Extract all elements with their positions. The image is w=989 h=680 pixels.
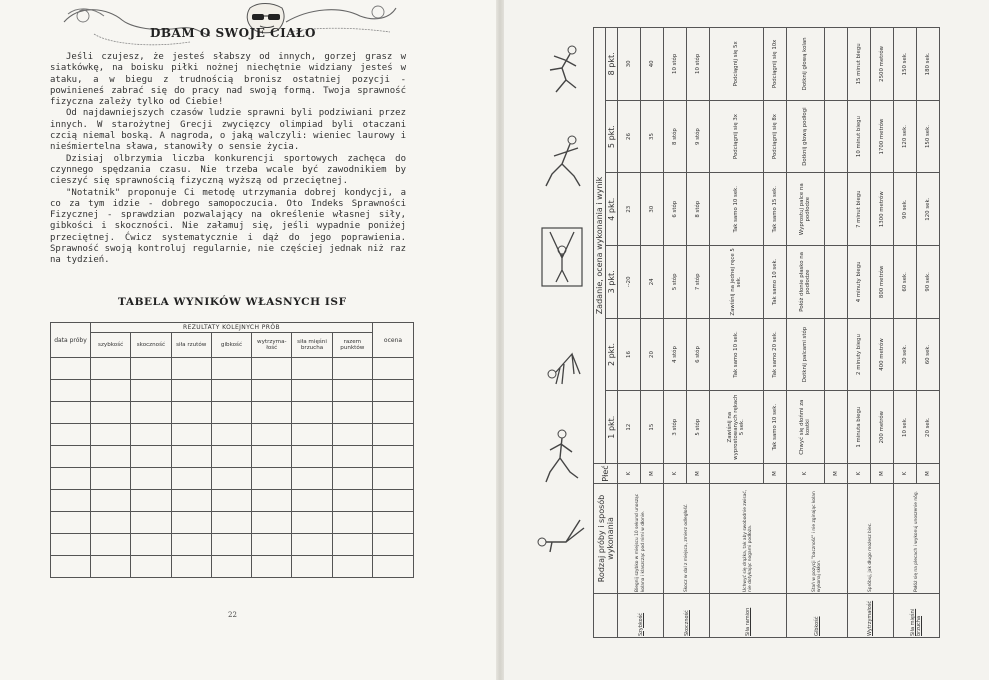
score-cell: 10 minut biegu bbox=[847, 100, 870, 173]
exercise-name: Siła mięśni brzucha bbox=[893, 594, 939, 638]
jogging-figure bbox=[532, 424, 590, 488]
score-cell: 1700 metrów bbox=[870, 100, 893, 173]
table-cell bbox=[91, 490, 131, 512]
table-cell bbox=[252, 490, 292, 512]
table-cell bbox=[211, 424, 251, 446]
table-cell bbox=[252, 556, 292, 578]
score-cell: 30 sek. bbox=[893, 318, 916, 391]
table-cell bbox=[373, 556, 414, 578]
table-cell bbox=[373, 380, 414, 402]
table-cell bbox=[252, 402, 292, 424]
sex-cell: K bbox=[664, 464, 687, 484]
table-cell bbox=[171, 490, 211, 512]
score-cell: 60 sek. bbox=[916, 318, 939, 391]
header-jump: skoczność bbox=[131, 333, 171, 358]
table-cell bbox=[91, 512, 131, 534]
score-cell: 90 sek. bbox=[916, 246, 939, 319]
table-cell bbox=[171, 512, 211, 534]
exercise-description: Stań w pozycji "baczność" i nie zginając kolan wykonaj skłon. bbox=[786, 484, 847, 594]
intro-text bbox=[50, 52, 406, 267]
score-cell: 10 sek. bbox=[893, 391, 916, 464]
table-cell bbox=[332, 534, 372, 556]
header-points-4: 4 pkt. bbox=[606, 173, 618, 246]
score-cell: 10 stóp bbox=[664, 28, 687, 101]
header-points-1: 1 pkt. bbox=[606, 391, 618, 464]
table-row bbox=[51, 490, 414, 512]
table-cell bbox=[252, 534, 292, 556]
bending-figure bbox=[534, 334, 590, 394]
score-cell: 60 sek. bbox=[893, 246, 916, 319]
score-cell: 7 minut biegu bbox=[847, 173, 870, 246]
score-cell: 24 bbox=[641, 246, 664, 319]
score-cell: 2500 metrów bbox=[870, 28, 893, 101]
table-cell bbox=[373, 512, 414, 534]
score-cell bbox=[824, 318, 847, 391]
score-cell: Tak samo 15 sek. bbox=[763, 173, 786, 246]
score-cell: 120 sek. bbox=[916, 173, 939, 246]
score-cell: --20 bbox=[618, 246, 641, 319]
table-cell bbox=[373, 468, 414, 490]
table-row bbox=[51, 468, 414, 490]
table-cell bbox=[332, 446, 372, 468]
table-cell bbox=[91, 534, 131, 556]
score-cell: 20 bbox=[641, 318, 664, 391]
score-cell: 5 stóp bbox=[687, 391, 710, 464]
table-cell bbox=[91, 380, 131, 402]
score-cell: Wyprostuj palce na podłodze bbox=[786, 173, 824, 246]
table-cell bbox=[91, 556, 131, 578]
table-row bbox=[51, 446, 414, 468]
exercise-description: Biegnij szybko w miejscu 10 sekund unosząc kolana i klaszcząc pod nimi w dłonie. bbox=[618, 484, 664, 594]
hanging-figure bbox=[532, 224, 590, 294]
table-cell bbox=[51, 380, 91, 402]
table-cell bbox=[332, 512, 372, 534]
score-cell: Dotknij głową podłogi bbox=[786, 100, 824, 173]
paragraph: Od najdawniejszych czasów ludzie sprawni byli podziwiani przez innych. W starożytnej Grecji zwycięzcy olimpiad byli otaczani czcią niemal boską. A nagroda, o jaką walczyli: wieniec laurowy i nieśmiertelna sława, stanowiły o sensie życia. bbox=[50, 108, 406, 153]
table-cell bbox=[292, 402, 332, 424]
score-cell: 40 bbox=[641, 28, 664, 101]
score-cell: 6 stóp bbox=[664, 173, 687, 246]
score-cell: 4 stóp bbox=[664, 318, 687, 391]
score-cell: Tak samo 10 sek. bbox=[763, 246, 786, 319]
exercise-name: Szybkość bbox=[618, 594, 664, 638]
exercise-description: Spróbuj, jak długo możesz biec. bbox=[847, 484, 893, 594]
table-row bbox=[664, 28, 687, 638]
table-cell bbox=[171, 446, 211, 468]
table-cell bbox=[51, 490, 91, 512]
score-cell: Dotknij palcami stóp bbox=[786, 318, 824, 391]
table-cell bbox=[252, 468, 292, 490]
table-cell bbox=[373, 402, 414, 424]
sex-cell: M bbox=[916, 464, 939, 484]
paragraph: "Notatnik" proponuje Ci metodę utrzymania dobrej kondycji, a co za tym idzie - dobrego samopoczucia. Oto Indeks Sprawności Fizycznej - sprawdzian pozwalający na określenie własnej siły, gibkości i skoczności. Nie załamuj się, jeśli wypadnie poniżej przeciętnej. Ćwicz systematycznie i dąż do jego poprawienia. Sprawność swoją kontroluj regularnie, nie częściej jednak niż raz na tydzień. bbox=[50, 187, 406, 266]
score-cell: Podciągnij się 5x bbox=[710, 28, 764, 101]
score-cell: 15 minut biegu bbox=[847, 28, 870, 101]
score-cell: Tak samo 10 sek. bbox=[710, 173, 764, 246]
results-table bbox=[50, 322, 414, 578]
table-cell bbox=[292, 534, 332, 556]
table-cell bbox=[131, 358, 171, 380]
table-row bbox=[51, 556, 414, 578]
header-points-8: 8 pkt. bbox=[606, 28, 618, 101]
table-cell bbox=[211, 512, 251, 534]
exercise-name: Gibkość bbox=[786, 594, 847, 638]
table-cell bbox=[292, 446, 332, 468]
table-cell bbox=[171, 424, 211, 446]
score-cell: 8 stóp bbox=[664, 100, 687, 173]
table-cell bbox=[292, 556, 332, 578]
score-cell: Zawiśnij na jednej ręce 5 sek. bbox=[710, 246, 764, 319]
table-row bbox=[51, 358, 414, 380]
score-cell: 9 stóp bbox=[687, 100, 710, 173]
table-cell bbox=[211, 402, 251, 424]
exercise-figures bbox=[516, 40, 596, 560]
score-cell: 6 stóp bbox=[687, 318, 710, 391]
score-cell: Tak samo 20 sek. bbox=[763, 318, 786, 391]
table-cell bbox=[373, 358, 414, 380]
table-cell bbox=[252, 424, 292, 446]
header-points-5: 5 pkt. bbox=[606, 100, 618, 173]
score-cell: 90 sek. bbox=[893, 173, 916, 246]
score-cell: 7 stóp bbox=[687, 246, 710, 319]
score-cell: 23 bbox=[618, 173, 641, 246]
table-cell bbox=[292, 424, 332, 446]
header-group: REZULTATY KOLEJNYCH PRÓB bbox=[91, 323, 373, 333]
table-row bbox=[847, 28, 870, 638]
score-cell: Tak samo 10 sek. bbox=[763, 391, 786, 464]
table-cell bbox=[51, 424, 91, 446]
score-cell: 1300 metrów bbox=[870, 173, 893, 246]
score-cell bbox=[824, 246, 847, 319]
exercise-name: Skoczność bbox=[664, 594, 710, 638]
running-figure bbox=[532, 40, 586, 100]
page-title: DBAM O SWOJE CIAŁO bbox=[150, 26, 316, 40]
score-cell: Podciągnij się 8x bbox=[763, 100, 786, 173]
score-cell: 10 stóp bbox=[687, 28, 710, 101]
table-cell bbox=[252, 512, 292, 534]
score-cell: 5 stóp bbox=[664, 246, 687, 319]
exercise-name: Wytrzymałość bbox=[847, 594, 893, 638]
header-abs: siła mięśni brzucha bbox=[292, 333, 332, 358]
table-cell bbox=[211, 556, 251, 578]
score-cell: Chwyć się dłońmi za kostki bbox=[786, 391, 824, 464]
table-cell bbox=[131, 380, 171, 402]
table-cell bbox=[51, 468, 91, 490]
score-cell: 2 minuty biegu bbox=[847, 318, 870, 391]
score-cell: 30 bbox=[618, 28, 641, 101]
table-cell bbox=[332, 490, 372, 512]
table-cell bbox=[131, 512, 171, 534]
table-cell bbox=[211, 380, 251, 402]
header-flexibility: gibkość bbox=[211, 333, 251, 358]
score-cell bbox=[824, 28, 847, 101]
table-cell bbox=[332, 402, 372, 424]
score-cell: Zawiśnij na wyprostowanych rękach 5 sek. bbox=[710, 391, 764, 464]
table-cell bbox=[91, 402, 131, 424]
table-cell bbox=[211, 534, 251, 556]
page-number: 22 bbox=[228, 611, 237, 619]
table-cell bbox=[332, 424, 372, 446]
paragraph: Dzisiaj olbrzymia liczba konkurencji sportowych zachęca do czynnego spędzania czasu. Nie trzeba wcale być zawodnikiem by cieszyć się sprawnością fizyczną wyższą od przeciętnej. bbox=[50, 153, 406, 187]
score-cell: 26 bbox=[618, 100, 641, 173]
table-row bbox=[893, 28, 916, 638]
table-cell bbox=[51, 512, 91, 534]
table-row bbox=[618, 28, 641, 638]
table-row bbox=[710, 28, 764, 638]
exercise-description: Połóż się na plecach i wykonuj unoszenie nóg. bbox=[893, 484, 939, 594]
table-cell bbox=[171, 380, 211, 402]
score-cell: Dotknij głową kolan bbox=[786, 28, 824, 101]
sex-cell: K bbox=[893, 464, 916, 484]
table-cell bbox=[211, 468, 251, 490]
table-cell bbox=[131, 534, 171, 556]
table-cell bbox=[131, 556, 171, 578]
exercise-name: Siła ramion bbox=[710, 594, 787, 638]
table-cell bbox=[51, 556, 91, 578]
table-cell bbox=[292, 512, 332, 534]
header-points-2: 2 pkt. bbox=[606, 318, 618, 391]
leg-raise-figure bbox=[530, 502, 592, 558]
score-cell: 150 sek. bbox=[893, 28, 916, 101]
sex-cell: M bbox=[870, 464, 893, 484]
score-cell bbox=[824, 100, 847, 173]
score-cell: Połóż dłonie płasko na podłodze bbox=[786, 246, 824, 319]
table-cell bbox=[332, 468, 372, 490]
table-cell bbox=[292, 468, 332, 490]
table-cell bbox=[211, 490, 251, 512]
table-cell bbox=[373, 446, 414, 468]
score-cell: 4 minuty biegu bbox=[847, 246, 870, 319]
score-cell: 3 stóp bbox=[664, 391, 687, 464]
score-cell: 12 bbox=[618, 391, 641, 464]
paragraph: Jeśli czujesz, że jesteś słabszy od innych, gorzej grasz w siatkówkę, na boisku piłki nożnej niechętnie widziany jesteś w ataku, a w biegu z trudnością bronisz ostatniej pozycji - powinieneś zabrać się do pracy nad swoją formą. Twoja sprawność fizyczna zależy tylko od Ciebie! bbox=[50, 52, 406, 108]
table-row bbox=[51, 402, 414, 424]
results-table-heading: TABELA WYNIKÓW WŁASNYCH ISF bbox=[118, 296, 347, 308]
table-row bbox=[51, 424, 414, 446]
score-cell: 150 sek. bbox=[916, 100, 939, 173]
exercise-description: Skocz w dal z miejsca, zmierz odległość. bbox=[664, 484, 710, 594]
score-cell: Tak samo 10 sek. bbox=[710, 318, 764, 391]
fitness-test-body bbox=[618, 28, 940, 638]
table-cell bbox=[131, 490, 171, 512]
table-cell bbox=[211, 446, 251, 468]
score-cell: Podciągnij się 3x bbox=[710, 100, 764, 173]
table-cell bbox=[91, 424, 131, 446]
sex-cell: M bbox=[687, 464, 710, 484]
sprinting-figure bbox=[534, 130, 588, 194]
score-cell: 1 minuta biegu bbox=[847, 391, 870, 464]
table-row bbox=[51, 380, 414, 402]
score-cell: 20 sek. bbox=[916, 391, 939, 464]
table-cell bbox=[373, 534, 414, 556]
sex-cell bbox=[710, 464, 764, 484]
table-cell bbox=[292, 490, 332, 512]
table-cell bbox=[373, 490, 414, 512]
header-speed: szybkość bbox=[91, 333, 131, 358]
table-cell bbox=[292, 358, 332, 380]
table-cell bbox=[332, 380, 372, 402]
sex-cell: M bbox=[763, 464, 786, 484]
table-cell bbox=[171, 534, 211, 556]
table-cell bbox=[332, 358, 372, 380]
table-cell bbox=[171, 468, 211, 490]
table-cell bbox=[252, 380, 292, 402]
table-row bbox=[786, 28, 824, 638]
header-task: Zadanie, ocena wykonania i wynik bbox=[594, 28, 606, 464]
table-row bbox=[51, 534, 414, 556]
table-cell bbox=[51, 358, 91, 380]
header-total: razem punktów bbox=[332, 333, 372, 358]
sex-cell: M bbox=[641, 464, 664, 484]
score-cell: 180 sek. bbox=[916, 28, 939, 101]
table-cell bbox=[332, 556, 372, 578]
table-cell bbox=[131, 424, 171, 446]
header-endurance: wytrzyma-łość bbox=[252, 333, 292, 358]
table-cell bbox=[91, 468, 131, 490]
score-cell: 30 bbox=[641, 173, 664, 246]
score-cell: Podciągnij się 10x bbox=[763, 28, 786, 101]
table-cell bbox=[91, 446, 131, 468]
header-exercise: Rodzaj próby i sposób wykonania bbox=[594, 484, 618, 594]
table-cell bbox=[51, 402, 91, 424]
fitness-test-table bbox=[593, 27, 940, 638]
corner-cell bbox=[594, 594, 618, 638]
sex-cell: K bbox=[786, 464, 824, 484]
header-points-3: 3 pkt. bbox=[606, 246, 618, 319]
table-cell bbox=[51, 446, 91, 468]
table-row bbox=[51, 512, 414, 534]
table-cell bbox=[131, 402, 171, 424]
header-date: data próby bbox=[51, 323, 91, 358]
table-cell bbox=[131, 446, 171, 468]
table-cell bbox=[171, 402, 211, 424]
score-cell: 200 metrów bbox=[870, 391, 893, 464]
book-gutter bbox=[496, 0, 504, 680]
table-cell bbox=[252, 358, 292, 380]
fitness-test-table-wrapper bbox=[593, 27, 940, 638]
header-score: ocena bbox=[373, 323, 414, 358]
sex-cell: K bbox=[618, 464, 641, 484]
table-cell bbox=[131, 468, 171, 490]
exercise-description: Uchwyć się drążka, tak aby swobodnie zwisać, nie dotykając nogami podłoża. bbox=[710, 484, 787, 594]
header-sex: Płeć bbox=[594, 464, 618, 484]
score-cell: 15 bbox=[641, 391, 664, 464]
table-cell bbox=[211, 358, 251, 380]
score-cell: 8 stóp bbox=[687, 173, 710, 246]
sex-cell: K bbox=[847, 464, 870, 484]
score-cell bbox=[824, 173, 847, 246]
table-cell bbox=[252, 446, 292, 468]
score-cell: 400 metrów bbox=[870, 318, 893, 391]
score-cell bbox=[824, 391, 847, 464]
sex-cell: M bbox=[824, 464, 847, 484]
score-cell: 35 bbox=[641, 100, 664, 173]
table-cell bbox=[91, 358, 131, 380]
results-table-body bbox=[51, 358, 414, 578]
table-cell bbox=[373, 424, 414, 446]
table-cell bbox=[292, 380, 332, 402]
table-cell bbox=[171, 556, 211, 578]
header-arm-strength: siła rzutów bbox=[171, 333, 211, 358]
score-cell: 120 sek. bbox=[893, 100, 916, 173]
score-cell: 800 metrów bbox=[870, 246, 893, 319]
table-cell bbox=[51, 534, 91, 556]
table-cell bbox=[171, 358, 211, 380]
score-cell: 16 bbox=[618, 318, 641, 391]
